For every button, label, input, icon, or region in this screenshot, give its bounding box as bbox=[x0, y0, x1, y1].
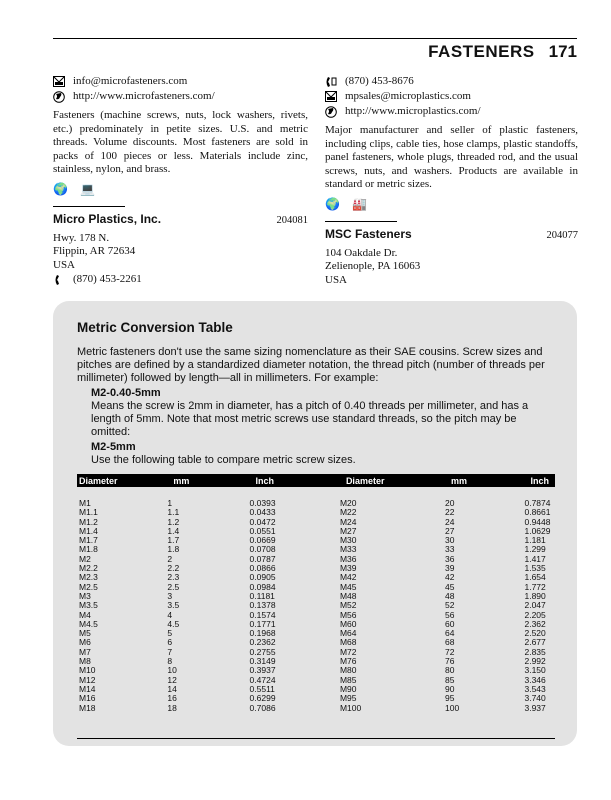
table-cell: 36 bbox=[445, 553, 455, 564]
email-icon bbox=[325, 91, 337, 103]
metric-conversion-panel bbox=[53, 301, 577, 746]
table-row bbox=[77, 648, 555, 657]
table-cell: 1.654 bbox=[524, 572, 546, 583]
table-cell: 0.0708 bbox=[249, 544, 276, 555]
email-line bbox=[325, 89, 578, 104]
globe-icon bbox=[53, 91, 65, 103]
table-cell: 1.1 bbox=[167, 507, 180, 518]
table-cell: 0.0433 bbox=[249, 507, 276, 518]
table-cell: 48 bbox=[445, 590, 455, 601]
table-cell: M90 bbox=[339, 683, 357, 694]
table-cell: 14 bbox=[167, 683, 177, 694]
feature-icons bbox=[325, 198, 578, 212]
table-cell: 0.0984 bbox=[249, 581, 276, 592]
table-cell: 1.299 bbox=[524, 544, 546, 555]
company-id: 204077 bbox=[546, 230, 578, 241]
table-cell: M72 bbox=[339, 646, 357, 657]
table-cell: M24 bbox=[339, 516, 357, 527]
table-cell: 3.150 bbox=[524, 665, 546, 676]
phone-line bbox=[53, 272, 308, 287]
factory-icon: 🏭 bbox=[351, 196, 367, 211]
column-header: mm bbox=[167, 474, 249, 487]
table-cell: 2.362 bbox=[524, 618, 546, 629]
table-cell: M45 bbox=[339, 581, 357, 592]
table-cell: 1.8 bbox=[167, 544, 180, 555]
table-cell: 33 bbox=[445, 544, 455, 555]
conversion-table bbox=[77, 474, 555, 713]
table-cell: M95 bbox=[339, 693, 357, 704]
table-cell: 0.3937 bbox=[249, 665, 276, 676]
table-cell: 0.4724 bbox=[249, 674, 276, 685]
table-cell: 2.047 bbox=[524, 600, 546, 611]
table-cell: M27 bbox=[339, 525, 357, 536]
table-row bbox=[77, 536, 555, 545]
table-row bbox=[77, 527, 555, 536]
table-cell: M1 bbox=[79, 498, 91, 508]
table-cell: M1.8 bbox=[79, 544, 98, 555]
table-cell: 0.2362 bbox=[249, 637, 276, 648]
table-cell: M12 bbox=[79, 674, 96, 685]
column-header: mm bbox=[445, 474, 524, 487]
table-cell: 8 bbox=[167, 656, 173, 667]
table-cell: 3 bbox=[167, 590, 173, 601]
table-cell: 64 bbox=[445, 628, 455, 639]
table-cell: 7 bbox=[167, 646, 173, 657]
table-cell: 1.7 bbox=[167, 535, 180, 546]
company-description: Fasteners (machine screws, nuts, lock washers, rivets, etc.) predominately in petite sizes. U.S. and metric threads. Volume discounts. Most fasteners are sold in packs of 100 pieces or less. Materials include zinc, stainless, nylon, and brass. bbox=[53, 109, 308, 175]
table-row bbox=[77, 555, 555, 564]
table-cell: 0.3149 bbox=[249, 656, 276, 667]
table-cell: 56 bbox=[445, 609, 455, 620]
table-cell: M3.5 bbox=[79, 600, 98, 611]
table-cell: M52 bbox=[339, 600, 357, 611]
table-cell: 45 bbox=[445, 581, 455, 592]
page-header bbox=[53, 40, 577, 64]
table-cell: 90 bbox=[445, 683, 455, 694]
table-header-row bbox=[77, 474, 555, 487]
left-column bbox=[53, 74, 308, 287]
email-line bbox=[53, 74, 308, 89]
address-line-1: Hwy. 178 N. bbox=[53, 231, 110, 244]
table-cell: 12 bbox=[167, 674, 177, 685]
company-name: MSC Fasteners bbox=[325, 227, 412, 241]
table-cell: M1.1 bbox=[79, 507, 98, 518]
table-row bbox=[77, 676, 555, 685]
web-line bbox=[53, 89, 308, 104]
column-header: Diameter bbox=[77, 474, 167, 487]
table-row bbox=[77, 487, 555, 508]
divider bbox=[53, 206, 125, 207]
table-cell: 5 bbox=[167, 628, 173, 639]
table-cell: 0.1181 bbox=[249, 590, 275, 601]
table-cell: M6 bbox=[79, 637, 91, 648]
table-cell: 10 bbox=[167, 665, 177, 676]
address-country: USA bbox=[325, 273, 348, 286]
table-row bbox=[77, 657, 555, 666]
table-cell: 2.677 bbox=[524, 637, 546, 648]
table-cell: 1.535 bbox=[524, 563, 546, 574]
fax-number: (870) 453-8676 bbox=[345, 74, 414, 87]
phone-icon bbox=[53, 274, 65, 286]
table-cell: M7 bbox=[79, 646, 91, 657]
table-cell: 0.5511 bbox=[249, 683, 275, 694]
table-cell: M2.2 bbox=[79, 563, 98, 574]
right-column bbox=[325, 74, 578, 287]
table-cell: M60 bbox=[339, 618, 357, 629]
table-row bbox=[77, 601, 555, 610]
table-cell: M36 bbox=[339, 553, 357, 564]
table-cell: M100 bbox=[339, 702, 362, 713]
table-cell: 6 bbox=[167, 637, 173, 648]
table-cell: 95 bbox=[445, 693, 455, 704]
table-cell: M39 bbox=[339, 563, 357, 574]
table-cell: 0.0472 bbox=[249, 516, 276, 527]
table-cell: 2.3 bbox=[167, 572, 180, 583]
table-cell: 72 bbox=[445, 646, 455, 657]
table-cell: 16 bbox=[167, 693, 177, 704]
table-cell: 2.205 bbox=[524, 609, 546, 620]
table-cell: 0.8661 bbox=[524, 507, 551, 518]
table-cell: M64 bbox=[339, 628, 357, 639]
table-cell: 0.7874 bbox=[524, 498, 551, 508]
table-cell: 76 bbox=[445, 656, 455, 667]
table-row bbox=[77, 518, 555, 527]
table-cell: M4.5 bbox=[79, 618, 98, 629]
table-cell: 0.1378 bbox=[249, 600, 276, 611]
phone-number: (870) 453-2261 bbox=[73, 272, 142, 285]
table-cell: 85 bbox=[445, 674, 455, 685]
web-link[interactable]: http://www.microplastics.com/ bbox=[345, 104, 481, 117]
table-row bbox=[77, 592, 555, 601]
example-code-2: M2-5mm bbox=[91, 441, 136, 453]
table-cell: 2.992 bbox=[524, 656, 546, 667]
table-cell: 0.6299 bbox=[249, 693, 276, 704]
table-cell: M56 bbox=[339, 609, 357, 620]
table-cell: 20 bbox=[445, 498, 455, 508]
example-code-1: M2-0.40-5mm bbox=[91, 387, 161, 399]
column-header: Diameter bbox=[340, 474, 445, 487]
table-cell: 1.2 bbox=[167, 516, 180, 527]
table-cell: M14 bbox=[79, 683, 96, 694]
table-cell: M42 bbox=[339, 572, 357, 583]
address-line-1: 104 Oakdale Dr. bbox=[325, 246, 398, 259]
table-cell: 1 bbox=[167, 498, 173, 508]
table-row bbox=[77, 638, 555, 647]
example-text-1: Means the screw is 2mm in diameter, has a pitch of 0.40 threads per millimeter, and has a length of 5mm. Note that most metric screws use standard threads, so the pitch may be omitted: bbox=[91, 400, 529, 438]
email-link[interactable]: mpsales@microplastics.com bbox=[345, 89, 471, 102]
table-cell: 80 bbox=[445, 665, 455, 676]
table-cell: M10 bbox=[79, 665, 96, 676]
web-line bbox=[325, 104, 578, 119]
example-text-2: Use the following table to compare metric screw sizes. bbox=[91, 454, 356, 466]
fax-icon bbox=[325, 76, 337, 88]
table-cell: M30 bbox=[339, 535, 357, 546]
table-row bbox=[77, 583, 555, 592]
column-header: Inch bbox=[524, 474, 555, 487]
table-cell: 2.5 bbox=[167, 581, 180, 592]
table-cell: 3.937 bbox=[524, 702, 546, 713]
table-cell: 3.346 bbox=[524, 674, 546, 685]
divider bbox=[325, 221, 397, 222]
table-cell: M1.4 bbox=[79, 525, 98, 536]
web-link[interactable]: http://www.microfasteners.com/ bbox=[73, 89, 215, 102]
company-address bbox=[325, 247, 578, 288]
computer-icon: 💻 bbox=[79, 181, 95, 196]
table-cell: 0.1574 bbox=[249, 609, 276, 620]
company-description: Major manufacturer and seller of plastic fasteners, including clips, cable ties, hose clamps, plastic standoffs, panel fasteners, whole plugs, threaded rod, and the usual screws, nuts, and washers. Products are available in standard or metric sizes. bbox=[325, 124, 578, 190]
world-icon: 🌍 bbox=[325, 196, 340, 211]
table-row bbox=[77, 629, 555, 638]
table-cell: 100 bbox=[445, 702, 460, 713]
table-cell: 0.0787 bbox=[249, 553, 276, 564]
address-line-2: Flippin, AR 72634 bbox=[53, 245, 136, 257]
table-cell: M2 bbox=[79, 553, 91, 564]
email-link[interactable]: info@microfasteners.com bbox=[73, 74, 188, 87]
page-number: 171 bbox=[548, 42, 577, 61]
table-cell: 0.0393 bbox=[249, 498, 276, 508]
table-cell: 2.2 bbox=[167, 563, 180, 574]
table-cell: M48 bbox=[339, 590, 357, 601]
table-body bbox=[77, 487, 555, 713]
table-cell: M1.2 bbox=[79, 516, 98, 527]
globe-icon bbox=[325, 106, 337, 118]
table-cell: 0.0866 bbox=[249, 563, 276, 574]
table-cell: 0.9448 bbox=[524, 516, 551, 527]
table-cell: 3.543 bbox=[524, 683, 546, 694]
table-cell: M85 bbox=[339, 674, 357, 685]
table-cell: 2.835 bbox=[524, 646, 546, 657]
table-bottom-rule bbox=[77, 738, 555, 739]
table-cell: 18 bbox=[167, 702, 177, 713]
panel-text bbox=[77, 321, 555, 467]
table-cell: M80 bbox=[339, 665, 357, 676]
table-cell: 1.417 bbox=[524, 553, 546, 564]
table-cell: 3.5 bbox=[167, 600, 180, 611]
world-icon: 🌍 bbox=[53, 181, 68, 196]
table-cell: 42 bbox=[445, 572, 455, 583]
table-cell: 68 bbox=[445, 637, 455, 648]
table-cell: 52 bbox=[445, 600, 455, 611]
table-cell: 60 bbox=[445, 618, 455, 629]
table-cell: 30 bbox=[445, 535, 455, 546]
table-cell: 1.0629 bbox=[524, 525, 551, 536]
table-row bbox=[77, 694, 555, 703]
table-cell: 1.4 bbox=[167, 525, 180, 536]
address-country: USA bbox=[53, 258, 76, 271]
table-cell: M33 bbox=[339, 544, 357, 555]
table-cell: M8 bbox=[79, 656, 91, 667]
table-row bbox=[77, 620, 555, 629]
table-row bbox=[77, 611, 555, 620]
table-cell: 0.7086 bbox=[249, 702, 276, 713]
company-header bbox=[53, 213, 308, 228]
company-name: Micro Plastics, Inc. bbox=[53, 212, 162, 226]
table-cell: 1.181 bbox=[524, 535, 546, 546]
table-row bbox=[77, 564, 555, 573]
table-cell: M20 bbox=[339, 498, 357, 508]
table-cell: 1.772 bbox=[524, 581, 546, 592]
table-cell: 1.890 bbox=[524, 590, 546, 601]
table-cell: M3 bbox=[79, 590, 91, 601]
table-row bbox=[77, 508, 555, 517]
table-cell: M2.3 bbox=[79, 572, 98, 583]
table-cell: M76 bbox=[339, 656, 357, 667]
table-cell: M16 bbox=[79, 693, 96, 704]
table-cell: M68 bbox=[339, 637, 357, 648]
table-cell: M4 bbox=[79, 609, 91, 620]
table-cell: 0.0669 bbox=[249, 535, 276, 546]
table-row bbox=[77, 573, 555, 582]
table-cell: M18 bbox=[79, 702, 96, 713]
panel-intro: Metric fasteners don't use the same sizing nomenclature as their SAE cousins. Screw sizes and pitches are defined by a standardized diameter notation, the thread pitch (number of threads per millimeter) followed by length—all in millimeters. For example: bbox=[77, 346, 545, 384]
company-id: 204081 bbox=[276, 215, 308, 226]
company-address bbox=[53, 232, 308, 288]
section-title: FASTENERS bbox=[428, 42, 535, 61]
table-row bbox=[77, 666, 555, 675]
table-cell: M1.7 bbox=[79, 535, 98, 546]
table-cell: 39 bbox=[445, 563, 455, 574]
table-row bbox=[77, 704, 555, 713]
table-cell: M5 bbox=[79, 628, 91, 639]
fax-line bbox=[325, 74, 578, 89]
table-cell: 22 bbox=[445, 507, 455, 518]
table-cell: 24 bbox=[445, 516, 455, 527]
column-header: Inch bbox=[250, 474, 340, 487]
feature-icons bbox=[53, 183, 308, 197]
table-cell: 0.0905 bbox=[249, 572, 276, 583]
table-cell: M22 bbox=[339, 507, 357, 518]
table-cell: 0.1771 bbox=[249, 618, 276, 629]
table-cell: 27 bbox=[445, 525, 455, 536]
top-rule bbox=[53, 38, 577, 39]
table-cell: 2 bbox=[167, 553, 173, 564]
table-cell: M2.5 bbox=[79, 581, 98, 592]
company-header bbox=[325, 228, 578, 243]
table-cell: 0.2755 bbox=[249, 646, 276, 657]
table-row bbox=[77, 545, 555, 554]
address-line-2: Zelienople, PA 16063 bbox=[325, 260, 421, 272]
table-cell: 4 bbox=[167, 609, 173, 620]
panel-title: Metric Conversion Table bbox=[77, 320, 233, 335]
table-cell: 4.5 bbox=[167, 618, 180, 629]
table-row bbox=[77, 685, 555, 694]
table-cell: 0.0551 bbox=[249, 525, 276, 536]
table-cell: 0.1968 bbox=[249, 628, 276, 639]
table-cell: 3.740 bbox=[524, 693, 546, 704]
table-cell: 2.520 bbox=[524, 628, 546, 639]
email-icon bbox=[53, 76, 65, 88]
